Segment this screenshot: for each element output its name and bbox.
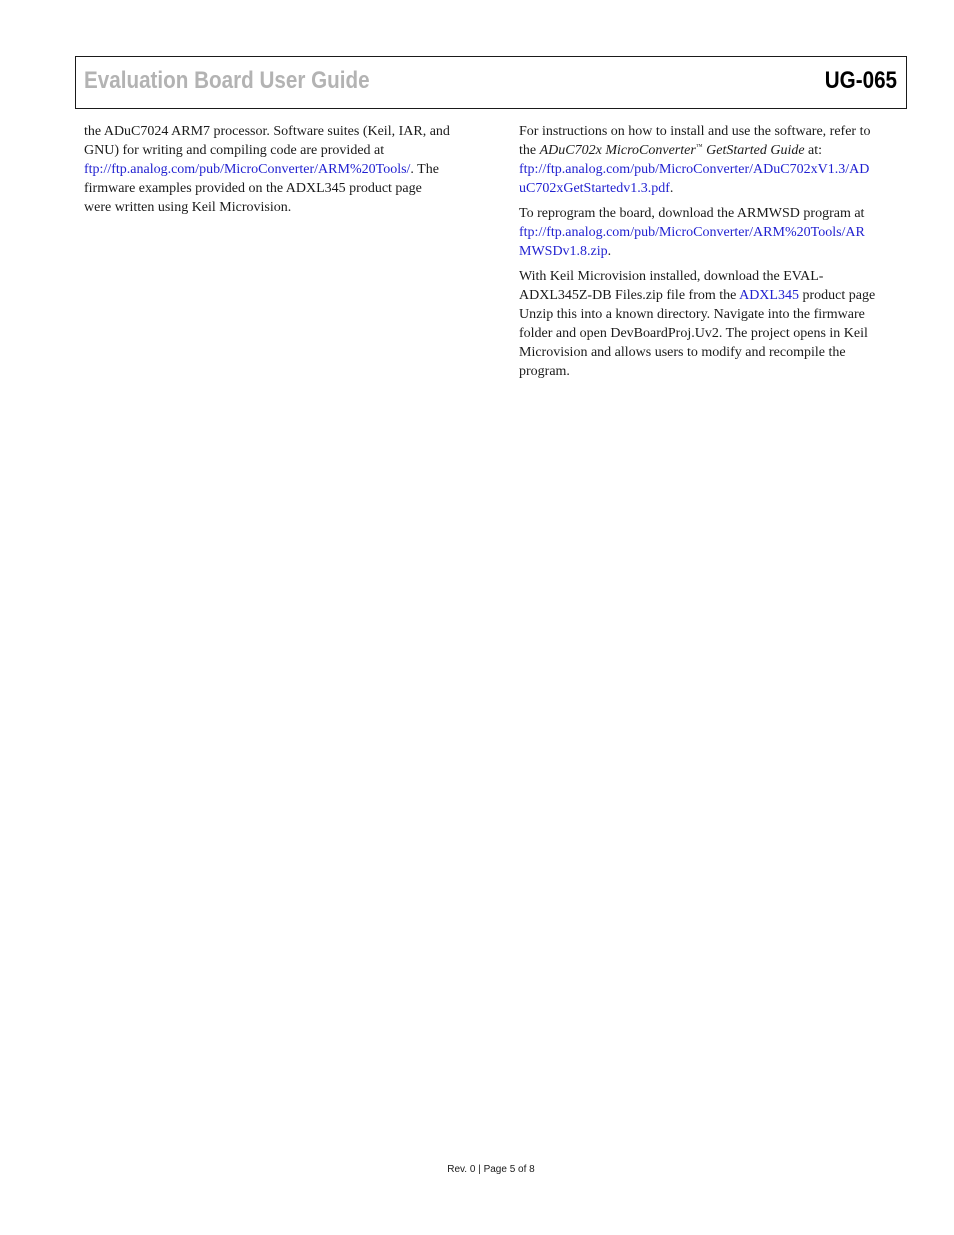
right-paragraph-2 (519, 204, 899, 261)
armwsd-link-cont[interactable]: MWSDv1.8.zip (519, 244, 608, 259)
text-line: firmware examples provided on the ADXL345 product page (84, 181, 422, 196)
text-line: folder and open DevBoardProj.Uv2. The project opens in Keil (519, 326, 868, 341)
text-line: To reprogram the board, download the ARMWSD program at (519, 206, 865, 221)
text-fragment: at: (804, 143, 823, 158)
guide-title-italic: ADuC702x MicroConverter (539, 143, 696, 158)
armwsd-link[interactable]: ftp://ftp.analog.com/pub/MicroConverter/ARM%20Tools/AR (519, 225, 865, 240)
text-line: program. (519, 364, 570, 379)
text-line (519, 242, 899, 261)
getstarted-guide-link-cont[interactable]: uC702xGetStartedv1.3.pdf (519, 181, 670, 196)
text-line: the ADuC7024 ARM7 processor. Software suites (Keil, IAR, and (84, 124, 450, 139)
guide-title-italic-2: GetStarted Guide (702, 143, 805, 158)
right-paragraph-3 (519, 267, 899, 381)
right-paragraph-1 (519, 122, 899, 198)
text-line (519, 286, 899, 305)
adxl345-product-link[interactable]: ADXL345 (739, 288, 799, 303)
trademark-symbol: ™ (695, 142, 703, 151)
page-header (75, 56, 907, 109)
text-fragment: . (669, 181, 674, 196)
text-line: Unzip this into a known directory. Navigate into the firmware (519, 307, 865, 322)
arm-tools-link[interactable]: ftp://ftp.analog.com/pub/MicroConverter/ARM%20Tools/ (84, 162, 411, 177)
text-line (519, 179, 899, 198)
document-title: Evaluation Board User Guide (84, 67, 370, 94)
right-column (519, 122, 899, 387)
text-fragment: product page (798, 288, 876, 303)
text-line: For instructions on how to install and use the software, refer to (519, 124, 871, 139)
text-line (519, 223, 899, 242)
text-fragment: . (607, 244, 612, 259)
left-paragraph-1 (84, 122, 470, 217)
text-line: Microvision and allows users to modify and recompile the (519, 345, 846, 360)
text-fragment: the (519, 143, 540, 158)
text-fragment: ADXL345Z-DB Files.zip file from the (519, 288, 740, 303)
text-line: were written using Keil Microvision. (84, 200, 292, 215)
text-line: GNU) for writing and compiling code are provided at (84, 143, 385, 158)
getstarted-guide-link[interactable]: ftp://ftp.analog.com/pub/MicroConverter/ADuC702xV1.3/AD (519, 162, 870, 177)
page-footer: Rev. 0 | Page 5 of 8 (447, 1164, 535, 1175)
text-line (519, 160, 899, 179)
text-fragment: . The (410, 162, 439, 177)
document-code: UG-065 (824, 67, 897, 94)
text-line (519, 141, 899, 160)
text-line: With Keil Microvision installed, download the EVAL- (519, 269, 824, 284)
text-line (84, 160, 470, 179)
left-column (84, 122, 470, 223)
